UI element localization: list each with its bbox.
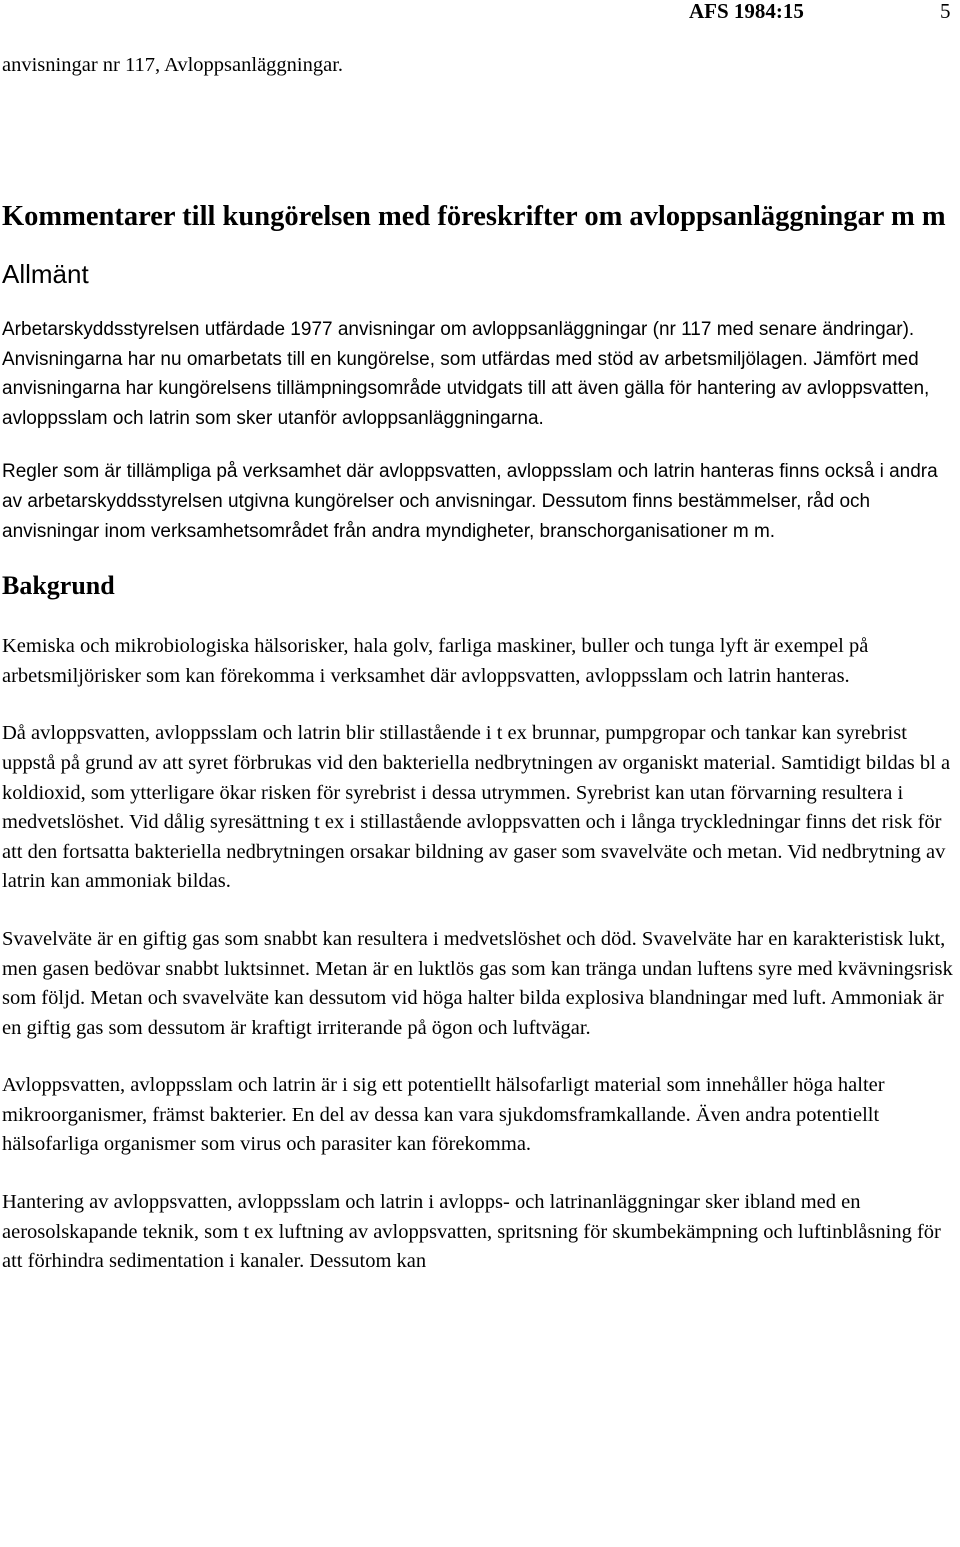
page-number: 5	[940, 0, 951, 23]
paragraph-allmant-2: Regler som är tillämpliga på verksamhet där avloppsvatten, avloppsslam och latrin hanteras finns också i andra av arbetarskyddsstyrelsen utgivna kungörelser och anvisningar. Dessutom finns bestämmelser, råd och anvisningar inom verksamhetsområdet från andra myndigheter, branschorganisationer m m.	[2, 461, 938, 542]
paragraph-bakgrund-2: Då avloppsvatten, avloppsslam och latrin blir stillastående i t ex brunnar, pumpgropar och tankar kan syrebrist uppstå på grund av att syret förbrukas vid den bakteriella nedbrytningen av organiskt material. Samtidigt bildas bl a koldioxid, som ytterligare ökar risken för syrebrist i dessa utrymmen. Syrebrist kan utan förvarning resultera i medvetslöshet. Vid dålig syresättning t ex i stillastående avloppsvatten och i långa tryckledningar finns det risk för att den fortsatta bakteriella nedbrytningen orsakar bildning av gaser som svavelväte och metan. Vid nedbrytning av latrin kan ammoniak bildas.	[2, 722, 951, 893]
document-reference: AFS 1984:15	[689, 0, 804, 23]
paragraph-allmant-1: Arbetarskyddsstyrelsen utfärdade 1977 anvisningar om avloppsanläggningar (nr 117 med senare ändringar). Anvisningarna har nu omarbetats till en kungörelse, som utfärdas med stöd av arbetsmiljölagen. Jämfört med anvisningarna har kungörelsens tillämpningsområde utvidgats till att även gälla för hantering av avloppsvatten, avloppsslam och latrin som sker utanför avloppsanläggningarna.	[2, 319, 930, 429]
document-title: Kommentarer till kungörelsen med föreskrifter om avloppsanläggningar m m	[2, 201, 946, 232]
paragraph-bakgrund-5: Hantering av avloppsvatten, avloppsslam och latrin i avlopps- och latrinanläggningar sker ibland med en aerosolskapande teknik, som t ex luftning av avloppsvatten, spritsning för skumbekämpning och luftinblåsning för att förhindra sedimentation i kanaler. Dessutom kan	[2, 1191, 941, 1273]
paragraph-bakgrund-3: Svavelväte är en giftig gas som snabbt kan resultera i medvetslöshet och död. Svavelväte har en karakteristisk lukt, men gasen bedövar snabbt luktsinnet. Metan är en luktlös gas som kan tränga undan luftens syre med kvävningsrisk som följd. Metan och svavelväte kan dessutom vid höga halter bilda explosiva blandningar med luft. Ammoniak är en giftig gas som dessutom är kraftigt irriterande på ögon och luftvägar.	[2, 927, 953, 1039]
paragraph-bakgrund-4: Avloppsvatten, avloppsslam och latrin är i sig ett potentiellt hälsofarligt material som innehåller höga halter mikroorganismer, främst bakterier. En del av dessa kan vara sjukdomsframkallande. Även andra potentiellt hälsofarliga organismer som virus och parasiter kan förekomma.	[2, 1074, 885, 1156]
section-heading-allmant: Allmänt	[2, 259, 89, 289]
continued-text-line: anvisningar nr 117, Avloppsanläggningar.	[2, 54, 344, 76]
page-header	[0, 0, 960, 26]
paragraph-bakgrund-1: Kemiska och mikrobiologiska hälsorisker, hala golv, farliga maskiner, buller och tunga lyft är exempel på arbetsmiljörisker som kan förekomma i verksamhet där avloppsvatten, avloppsslam och latrin hanteras.	[2, 635, 869, 687]
section-heading-bakgrund: Bakgrund	[2, 571, 115, 601]
document-body	[2, 52, 958, 1277]
